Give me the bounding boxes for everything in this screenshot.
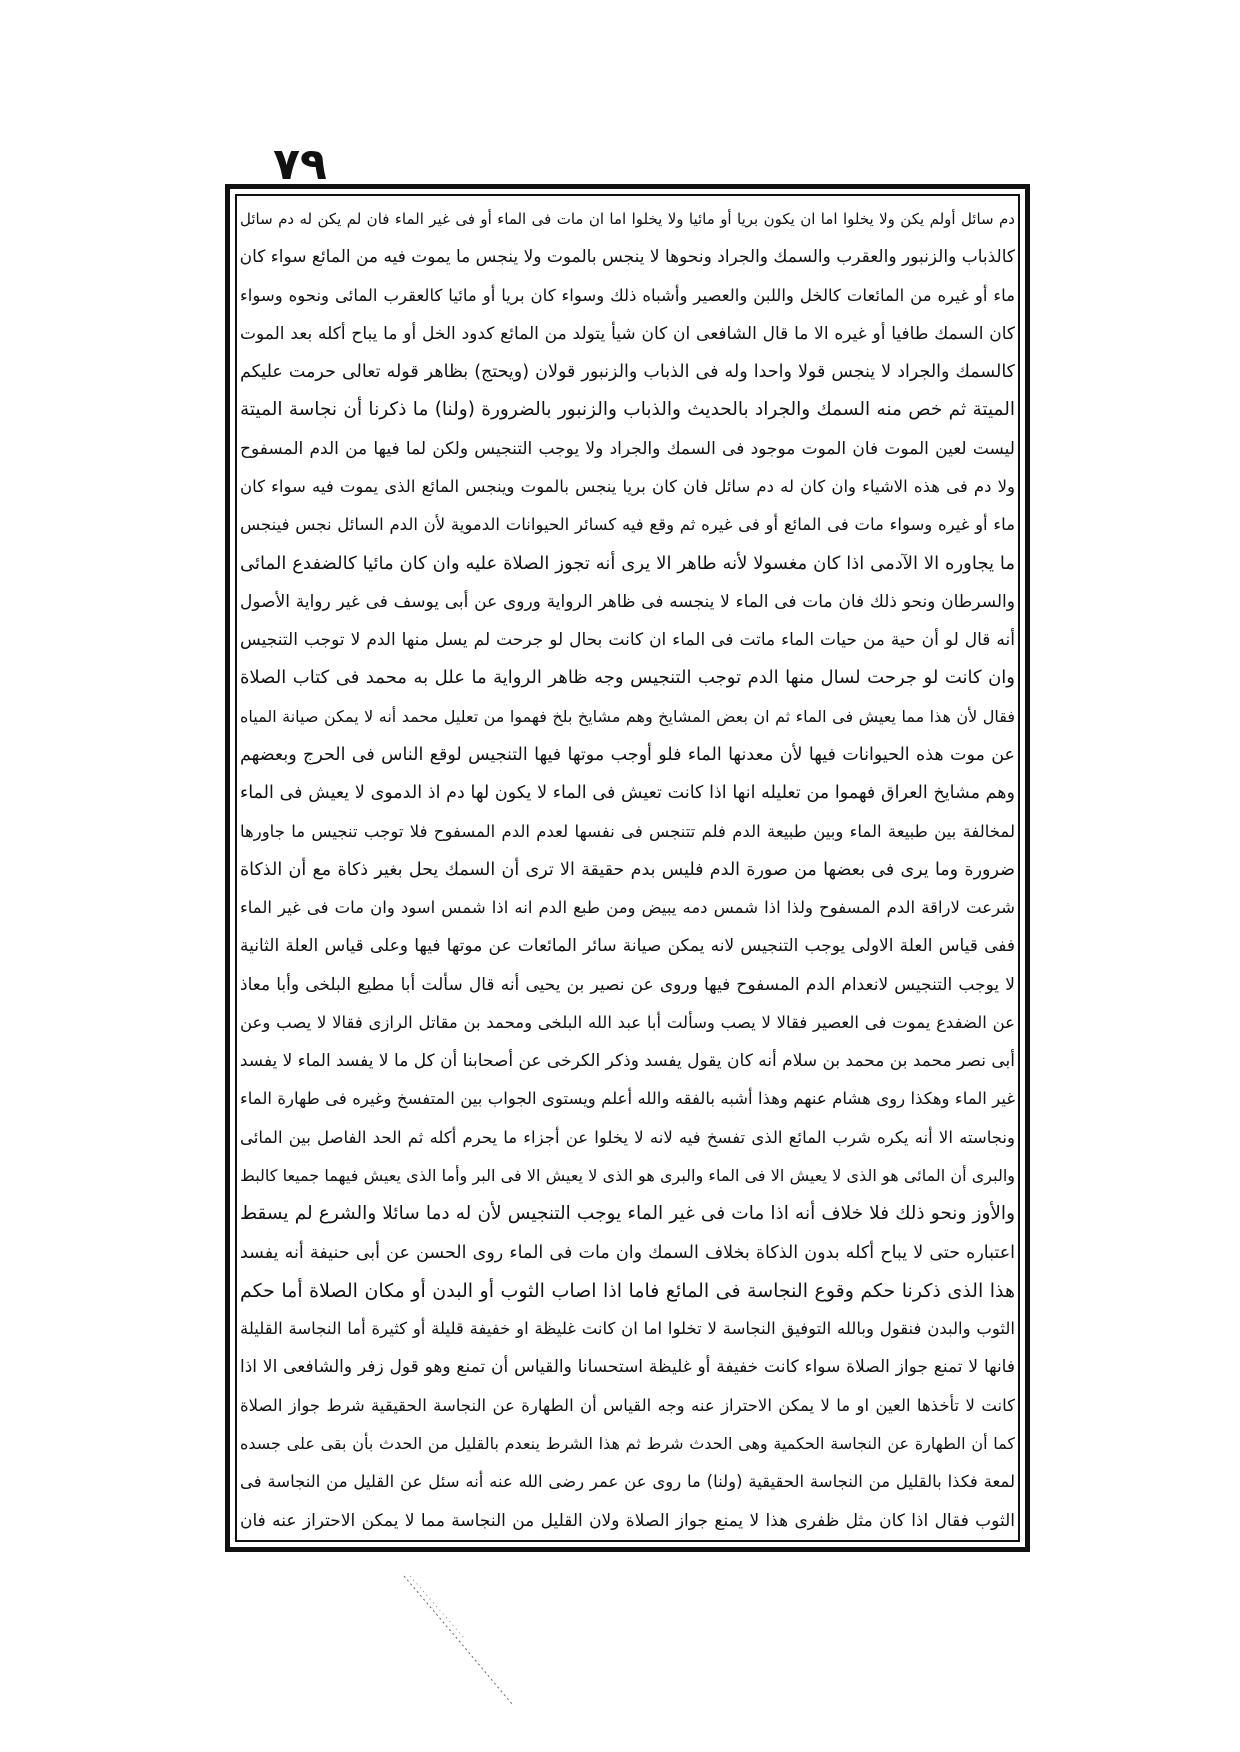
text-line: فقال لأن هذا مما يعيش فى الماء ثم ان بعض المشايخ وهم مشايخ بلخ فهموا من تعليل محمد أنه لا يمكن صيانة المياه	[240, 706, 1015, 726]
text-line: عن موت هذه الحيوانات فيها لأن معدنها الماء فلو أوجب موتها فيها التنجيس لوقع الناس فى الحرج وبعضهم	[240, 744, 1015, 765]
text-line: كانت لا تأخذها العين او ما لا يمكن الاحتراز عنه وجه القياس أن الطهارة عن النجاسة الحقيقية شرط جواز الصلاة	[240, 1395, 1015, 1415]
text-line: ولا دم فى هذه الاشياء وان كان له دم سائل فان كان بريا ينجس بالموت وينجس المائع الذى يموت فيه سواء كان	[240, 476, 1015, 496]
text-line: الثوب فقال اذا كان مثل ظفرى هذا لا يمنع جواز الصلاة ولان القليل من النجاسة مما لا يمكن الاحتراز عنه فان	[240, 1510, 1015, 1531]
text-line: ماء أو غيره وسواء مات فى المائع أو فى غيره ثم وقع فيه كسائر الحيوانات الدموية لأن الدم السائل نجس فينجس	[240, 515, 1015, 535]
text-line: الثوب والبدن فنقول وبالله التوفيق النجاسة لا تخلوا اما ان كانت غليظة او خفيفة قليلة أو كثيرة أما النجاسة القليلة	[240, 1319, 1015, 1339]
text-line: ونجاسته الا أنه يكره شرب المائع الذى تفسخ فيه لانه لا يخلوا عن أجزاء ما يحرم أكله ثم الحد الفاصل بين المائى	[240, 1127, 1015, 1147]
page-number: ۷۹	[273, 139, 327, 190]
text-line: عن الضفدع يموت فى العصير فقالا لا يصب وسألت أبا عبد الله البلخى ومحمد بن مقاتل الرازى فقالا لا يصب وعن	[240, 1012, 1015, 1032]
text-line: أبى نصر محمد بن محمد بن سلام أنه كان يقول يفسد وذكر الكرخى عن أصحابنا أن كل ما لا يفسد الماء لا يفسد	[240, 1051, 1015, 1072]
text-line: والسرطان ونحو ذلك فان مات فى الماء لا ينجسه فى ظاهر الرواية وروى عن أبى يوسف فى غير رواية الأصول	[240, 591, 1015, 612]
text-line: والبرى أن المائى هو الذى لا يعيش الا فى الماء والبرى هو الذى لا يعيش الا فى البر وأما الذى يعيش فيهما جميعا كالبط	[240, 1166, 1015, 1186]
scan-artifact	[400, 1572, 520, 1712]
text-line: لمعة فكذا بالقليل من النجاسة الحقيقية (ولنا) ما روى عن عمر رضى الله عنه أنه سئل عن القليل من النجاسة فى	[240, 1472, 1015, 1492]
text-line: ليست لعين الموت فان الموت موجود فى السمك والجراد ولا يوجب التنجيس ولكن لما فيها من الدم المسفوح	[240, 438, 1015, 459]
text-line: أنه قال لو أن حية من حيات الماء ماتت فى الماء ان كانت بحال لو جرحت لم يسل منها الدم لا توجب التنجيس	[240, 630, 1015, 651]
text-line: كان السمك طافيا أو غيره الا ما قال الشافعى ان كان شيأ يتولد من المائع كدود الخل أو ما يباح أكله بعد الموت	[240, 323, 1015, 344]
text-line: ففى قياس العلة الاولى يوجب التنجيس لانه يمكن صيانة سائر المائعات عن موتها فيها وعلى قياس العلة الثانية	[240, 936, 1015, 957]
text-line: كالذباب والزنبور والعقرب والسمك والجراد ونحوها لا ينجس بالموت ولا ينجس ما يموت فيه من المائع سواء كان	[240, 247, 1015, 268]
text-line: كما أن الطهارة عن النجاسة الحكمية وهى الحدث شرط ثم هذا الشرط ينعدم بالقليل من الحدث بأن بقى على جسده	[240, 1434, 1015, 1453]
text-line: لا يوجب التنجيس لانعدام الدم المسفوح فيها وروى عن نصير بن يحيى أنه قال سألت أبا مطيع البلخى وأبا معاذ	[240, 974, 1015, 995]
text-body	[240, 200, 1015, 1540]
text-line: ضرورة وما يرى فى بعضها من صورة الدم فليس بدم حقيقة الا ترى أن السمك يحل بغير ذكاة مع أن الذكاة	[240, 859, 1015, 880]
text-line: ما يجاوره الا الآدمى اذا كان مغسولا لأنه طاهر الا يرى أنه تجوز الصلاة عليه وان كان مائيا كالضفدع المائى	[240, 552, 1015, 574]
text-line: فانها لا تمنع جواز الصلاة سواء كانت خفيفة أو غليظة استحسانا والقياس أن تمنع وهو قول زفر والشافعى الا اذا	[240, 1357, 1015, 1378]
text-line: الميتة ثم خص منه السمك والجراد بالحديث والذباب والزنبور بالضرورة (ولنا) ما ذكرنا أن نجاسة الميتة	[240, 399, 1015, 421]
text-line: غير الماء وهكذا روى هشام عنهم وهذا أشبه بالفقه والله أعلم ويستوى الجواب بين المتفسخ وغيره فى طهارة الماء	[240, 1089, 1015, 1109]
text-line: وهم مشايخ العراق فهموا من تعليله انها اذا كانت تعيش فى الماء لا يكون لها دم اذ الدموى لا يعيش فى الماء	[240, 783, 1015, 804]
text-line: هذا الذى ذكرنا حكم وقوع النجاسة فى المائع فاما اذا اصاب الثوب أو البدن أو مكان الصلاة أما حكم	[240, 1279, 1015, 1302]
text-line: دم سائل أولم يكن ولا يخلوا اما ان يكون بريا أو مائيا ولا يخلوا اما ان مات فى الماء أو فى غير الماء فان لم يكن له دم سائل	[240, 210, 1015, 228]
text-line: اعتباره حتى لا يباح أكله بدون الذكاة بخلاف السمك وان مات فى الماء روى الحسن عن أبى حنيفة أنه يفسد	[240, 1242, 1015, 1263]
text-line: شرعت لاراقة الدم المسفوح ولذا اذا شمس دمه يبيض ومن طبع الدم انه اذا شمس اسود وان مات فى غير الماء	[240, 898, 1015, 918]
text-line: ماء أو غيره من المائعات كالخل واللبن والعصير وأشباه ذلك وسواء كان بريا أو مائيا كالعقرب المائى ونحوه وسواء	[240, 285, 1015, 305]
text-line: كالسمك والجراد لا ينجس قولا واحدا وله فى الذباب والزنبور قولان (ويحتج) بظاهر قوله تعالى حرمت عليكم	[240, 362, 1015, 383]
text-line: وان كانت لو جرحت لسال منها الدم توجب التنجيس وجه ظاهر الرواية ما علل به محمد فى كتاب الصلاة	[240, 667, 1015, 689]
text-line: لمخالفة بين طبيعة الماء وبين طبيعة الدم فلم تتنجس فى نفسها لعدم الدم المسفوح فلا توجب تنجيس ما جاورها	[240, 821, 1015, 841]
text-line: والأوز ونحو ذلك فلا خلاف أنه اذا مات فى غير الماء يوجب التنجيس لأن له دما سائلا والشرع لم يسقط	[240, 1203, 1015, 1225]
